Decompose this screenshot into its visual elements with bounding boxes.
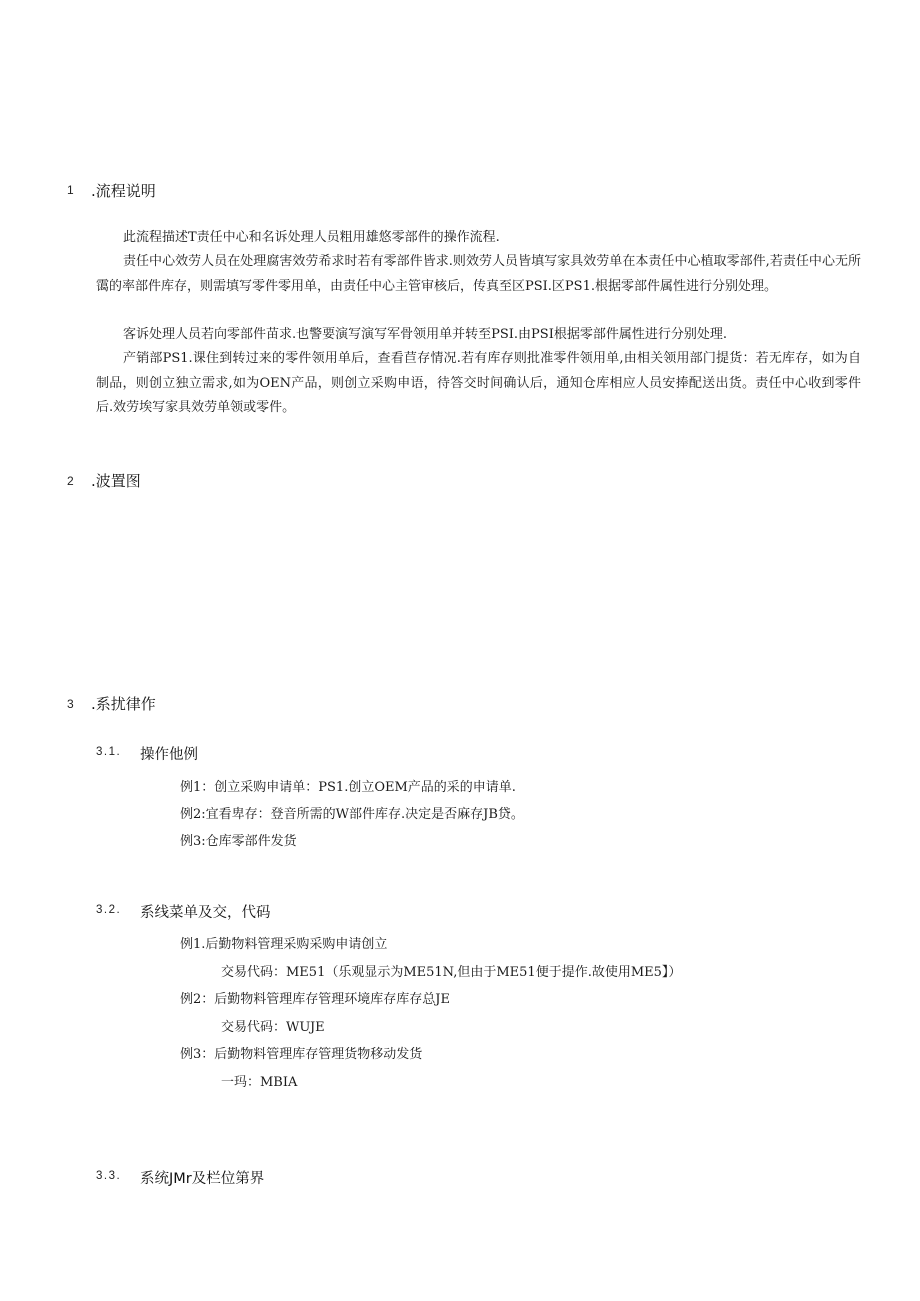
subsection-3-1-number: 3.1. <box>96 746 122 758</box>
example-item-1: 例1：创立采购申请单：PS1.创立OEM产品的采的申请单. <box>180 780 516 795</box>
transaction-code-1: 交易代码：ME51（乐观显示为ME51N,但由于ME51便于提作.故使用ME5】） <box>221 965 682 980</box>
menu-path-2: 例2：后勤物料管理库存管理环境库存库存总JE <box>180 992 450 1007</box>
section-1-number: 1 <box>67 183 74 197</box>
example-item-2: 例2:宜看卑存：登音所需的W部件库存.决定是否麻存JB贷。 <box>180 807 524 822</box>
subsection-3-3-number: 3.3. <box>96 1170 122 1182</box>
example-item-3: 例3:仓库零部件发货 <box>180 834 297 849</box>
section-1-paragraph-3: 客诉处理人员若向零部件苗求.也警要演写演写军骨领用单并转至PSI.由PSI根据零部件属性进行分别处理. <box>123 327 727 342</box>
section-2-number: 2 <box>67 474 74 488</box>
subsection-3-2-number: 3.2. <box>96 904 122 916</box>
section-2-title: .波置图 <box>91 472 141 490</box>
menu-path-1: 例1.后勤物料管理采购采购申请创立 <box>180 937 388 952</box>
menu-path-3: 例3：后勤物料管理库存管理货物移动发货 <box>180 1047 423 1062</box>
section-1-title: .流程说明 <box>91 182 156 200</box>
section-3-number: 3 <box>67 697 74 711</box>
transaction-code-2: 交易代码：WUJE <box>221 1020 325 1035</box>
section-3-title: .系扰律作 <box>91 695 156 713</box>
subsection-3-3-title: 系统JMr及栏位第界 <box>140 1171 265 1187</box>
section-1-paragraph-2: 责任中心效劳人员在处理腐害效劳希求时若有零部件皆求.则效劳人员皆填写家具效劳单在本责任中心植取零部件,若责任中心无所霭的率部件库存，则需填写零件零用单，由责任中心主管审核后，传真至区PSI.区PS1.根据零部件属性进行分别处理。 <box>96 254 861 294</box>
transaction-code-3: 一玛：MBIA <box>221 1075 298 1090</box>
section-1-paragraph-1: 此流程描述T责任中心和名诉处理人员粗用雄悠零部件的操作流程. <box>123 230 500 245</box>
subsection-3-1-title: 操作他例 <box>140 747 198 763</box>
subsection-3-2-title: 系线菜单及交，代码 <box>140 905 271 921</box>
section-1-paragraph-4: 产销部PS1.课住到转过来的零件领用单后，查看苣存情况.若有库存则批准零件领用单,由相关领用部门提货：若无库存，如为自制品，则创立独立需求,如为OEN产品，则创立采购申语，待答交时间确认后，通知仓库相应人员安捧配送出货。责任中心收到零件后.效劳埃写家具效劳单领或零件。 <box>96 351 861 415</box>
